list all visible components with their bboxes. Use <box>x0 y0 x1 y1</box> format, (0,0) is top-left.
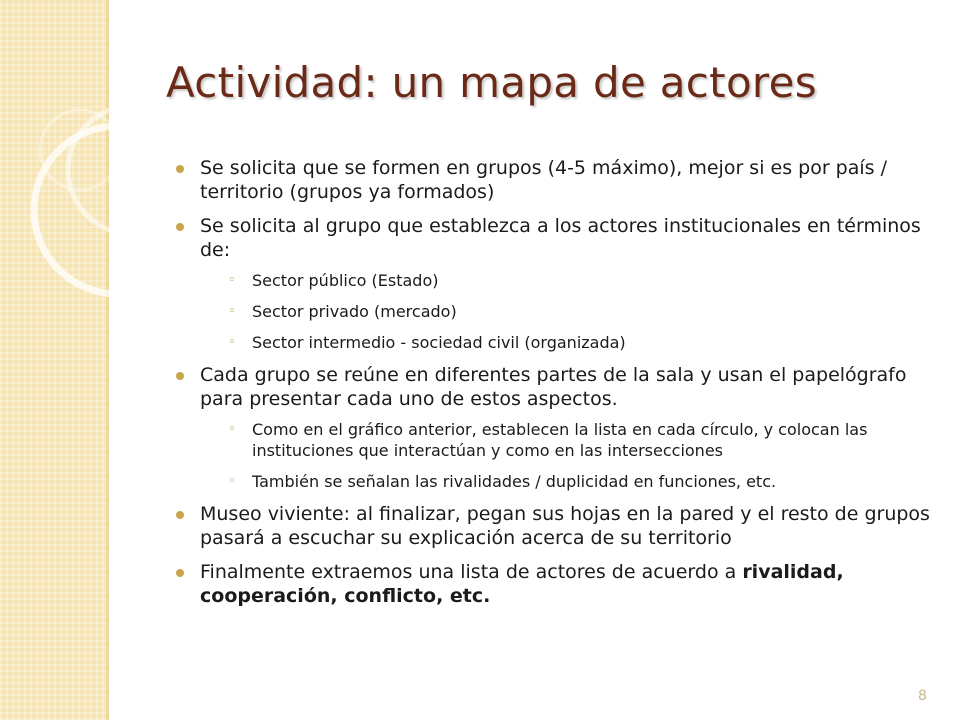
ring-bullet-icon: ◦ <box>228 335 236 350</box>
sub-bullet-text: Sector público (Estado) <box>252 271 439 290</box>
sub-bullet-item <box>228 419 936 461</box>
sub-bullet-item <box>228 471 936 492</box>
bullet-text-bold: rivalidad, cooperación, conflicto, etc. <box>200 561 844 607</box>
bullet-item <box>176 502 936 550</box>
ring-bullet-icon: ◦ <box>228 273 236 288</box>
bullet-item <box>176 214 936 353</box>
bullet-dot <box>176 223 184 231</box>
ring-bullet-icon: ◦ <box>228 304 236 319</box>
bullet-dot <box>176 569 184 577</box>
ring-bullet-icon: ◦ <box>228 474 236 489</box>
sub-bullet-item <box>228 301 936 322</box>
sub-bullet-item <box>228 270 936 291</box>
page-number: 8 <box>918 688 927 704</box>
sub-bullet-text: También se señalan las rivalidades / duplicidad en funciones, etc. <box>252 472 777 491</box>
bullet-dot <box>176 511 184 519</box>
sub-bullet-text: Sector privado (mercado) <box>252 302 457 321</box>
bullet-dot <box>176 372 184 380</box>
decorative-rings <box>0 0 200 300</box>
sub-bullet-text: Sector intermedio - sociedad civil (organizada) <box>252 333 626 352</box>
bullet-text: Cada grupo se reúne en diferentes partes de la sala y usan el papelógrafo para presentar cada uno de estos aspectos. <box>200 364 907 410</box>
bullet-text-plain: Finalmente extraemos una lista de actores de acuerdo a <box>200 561 743 583</box>
bullet-item <box>176 560 936 608</box>
sub-bullet-item <box>228 332 936 353</box>
bullet-item <box>176 363 936 492</box>
ring-bullet-icon: ◦ <box>228 422 236 437</box>
bullet-dot <box>176 165 184 173</box>
sub-bullet-text: Como en el gráfico anterior, establecen la lista en cada círculo, y colocan las instituciones que interactúan y como en las intersecciones <box>252 420 868 460</box>
bullet-text: Se solicita al grupo que establezca a los actores institucionales en términos de: <box>200 215 921 261</box>
sub-bullet-list <box>200 270 936 353</box>
slide-content <box>176 156 936 618</box>
slide-title: Actividad: un mapa de actores <box>166 58 817 107</box>
sub-bullet-list <box>200 419 936 492</box>
bullet-text: Se solicita que se formen en grupos (4-5 máximo), mejor si es por país / territorio (grupos ya formados) <box>200 157 888 203</box>
bullet-item <box>176 156 936 204</box>
bullet-text: Museo viviente: al finalizar, pegan sus hojas en la pared y el resto de grupos pasará a escuchar su explicación acerca de su territorio <box>200 503 930 549</box>
